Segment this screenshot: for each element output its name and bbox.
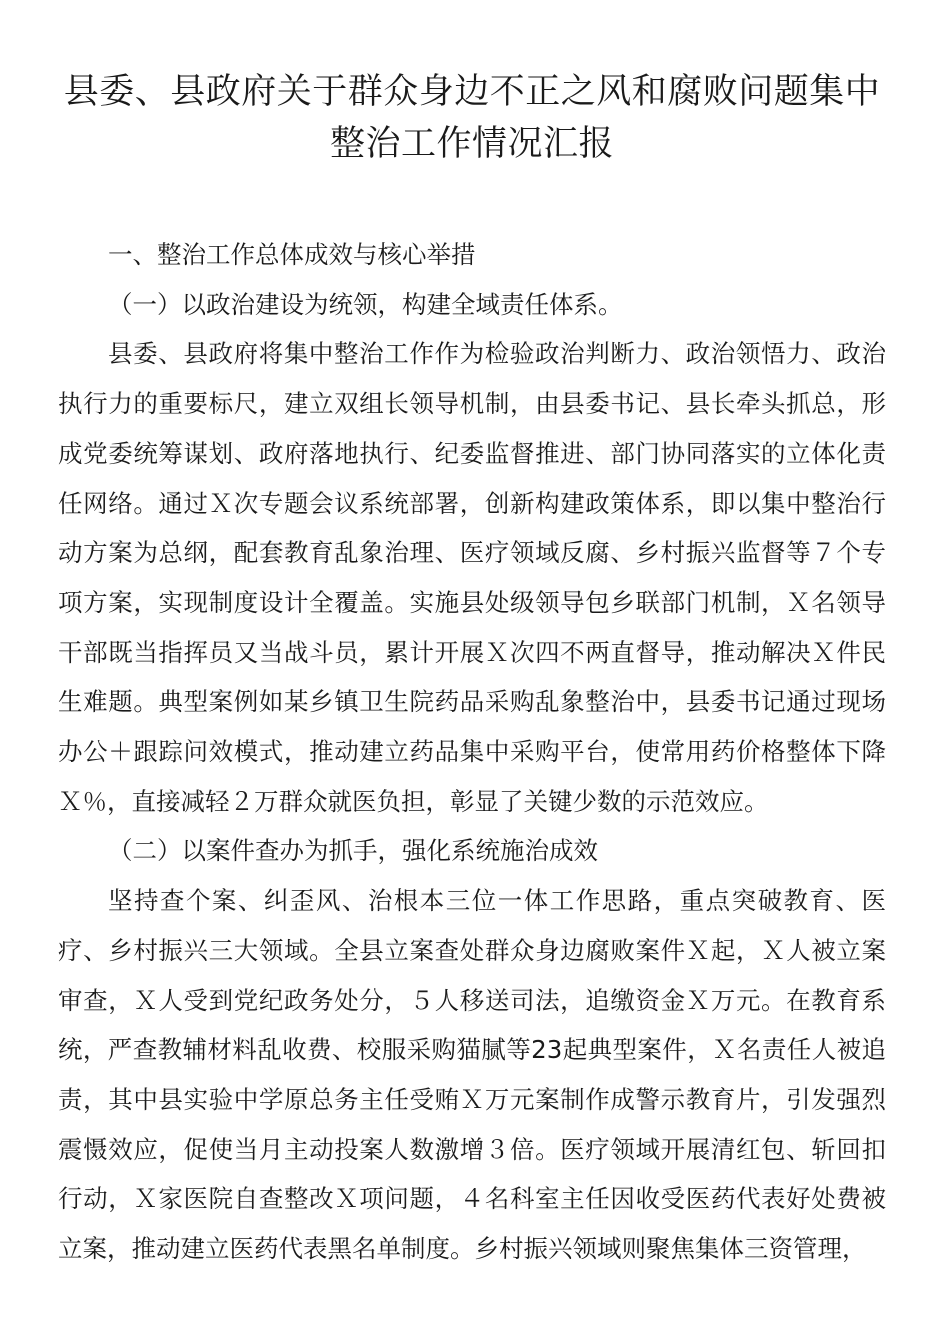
subsection-heading-2: （二）以案件查办为抓手，强化系统施治成效 [108, 836, 598, 866]
paragraph-2: 坚持查个案、纠歪风、治根本三位一体工作思路，重点突破教育、医疗、乡村振兴三大领域。全县立案查处群众身边腐败案件Ｘ起，Ｘ人被立案审查，Ｘ人受到党纪政务处分，５人移送司法，追缴资金Ｘ万元。在教育系统，严查教辅材料乱收费、校服采购猫腻等23起典型案件，Ｘ名责任人被追责，其中县实验中学原总务主任受贿Ｘ万元案制作成警示教育片，引发强烈震慑效应，促使当月主动投案人数激增３倍。医疗领域开展清红包、斩回扣行动，Ｘ家医院自查整改Ｘ项问题，４名科室主任因收受医药代表好处费被立案，推动建立医药代表黑名单制度。乡村振兴领域则聚焦集体三资管理， [58, 886, 886, 1264]
paragraph-1: 县委、县政府将集中整治工作作为检验政治判断力、政治领悟力、政治执行力的重要标尺，建立双组长领导机制，由县委书记、县长牵头抓总，形成党委统筹谋划、政府落地执行、纪委监督推进、部门协同落实的立体化责任网络。通过Ｘ次专题会议系统部署，创新构建政策体系，即以集中整治行动方案为总纲，配套教育乱象治理、医疗领域反腐、乡村振兴监督等７个专项方案，实现制度设计全覆盖。实施县处级领导包乡联部门机制，Ｘ名领导干部既当指挥员又当战斗员，累计开展Ｘ次四不两直督导，推动解决Ｘ件民生难题。典型案例如某乡镇卫生院药品采购乱象整治中，县委书记通过现场办公＋跟踪问效模式，推动建立药品集中采购平台，使常用药价格整体下降Ｘ％，直接减轻２万群众就医负担，彰显了关键少数的示范效应。 [58, 339, 886, 816]
title-line-1: 县委、县政府关于群众身边不正之风和腐败问题集中 [63, 72, 881, 112]
document-title [58, 66, 886, 170]
subsection-heading-1: （一）以政治建设为统领，构建全域责任体系。 [108, 289, 623, 319]
section-heading-1: 一、整治工作总体成效与核心举措 [108, 240, 476, 269]
title-line-2: 整治工作情况汇报 [329, 124, 614, 164]
document-body [58, 230, 886, 1274]
